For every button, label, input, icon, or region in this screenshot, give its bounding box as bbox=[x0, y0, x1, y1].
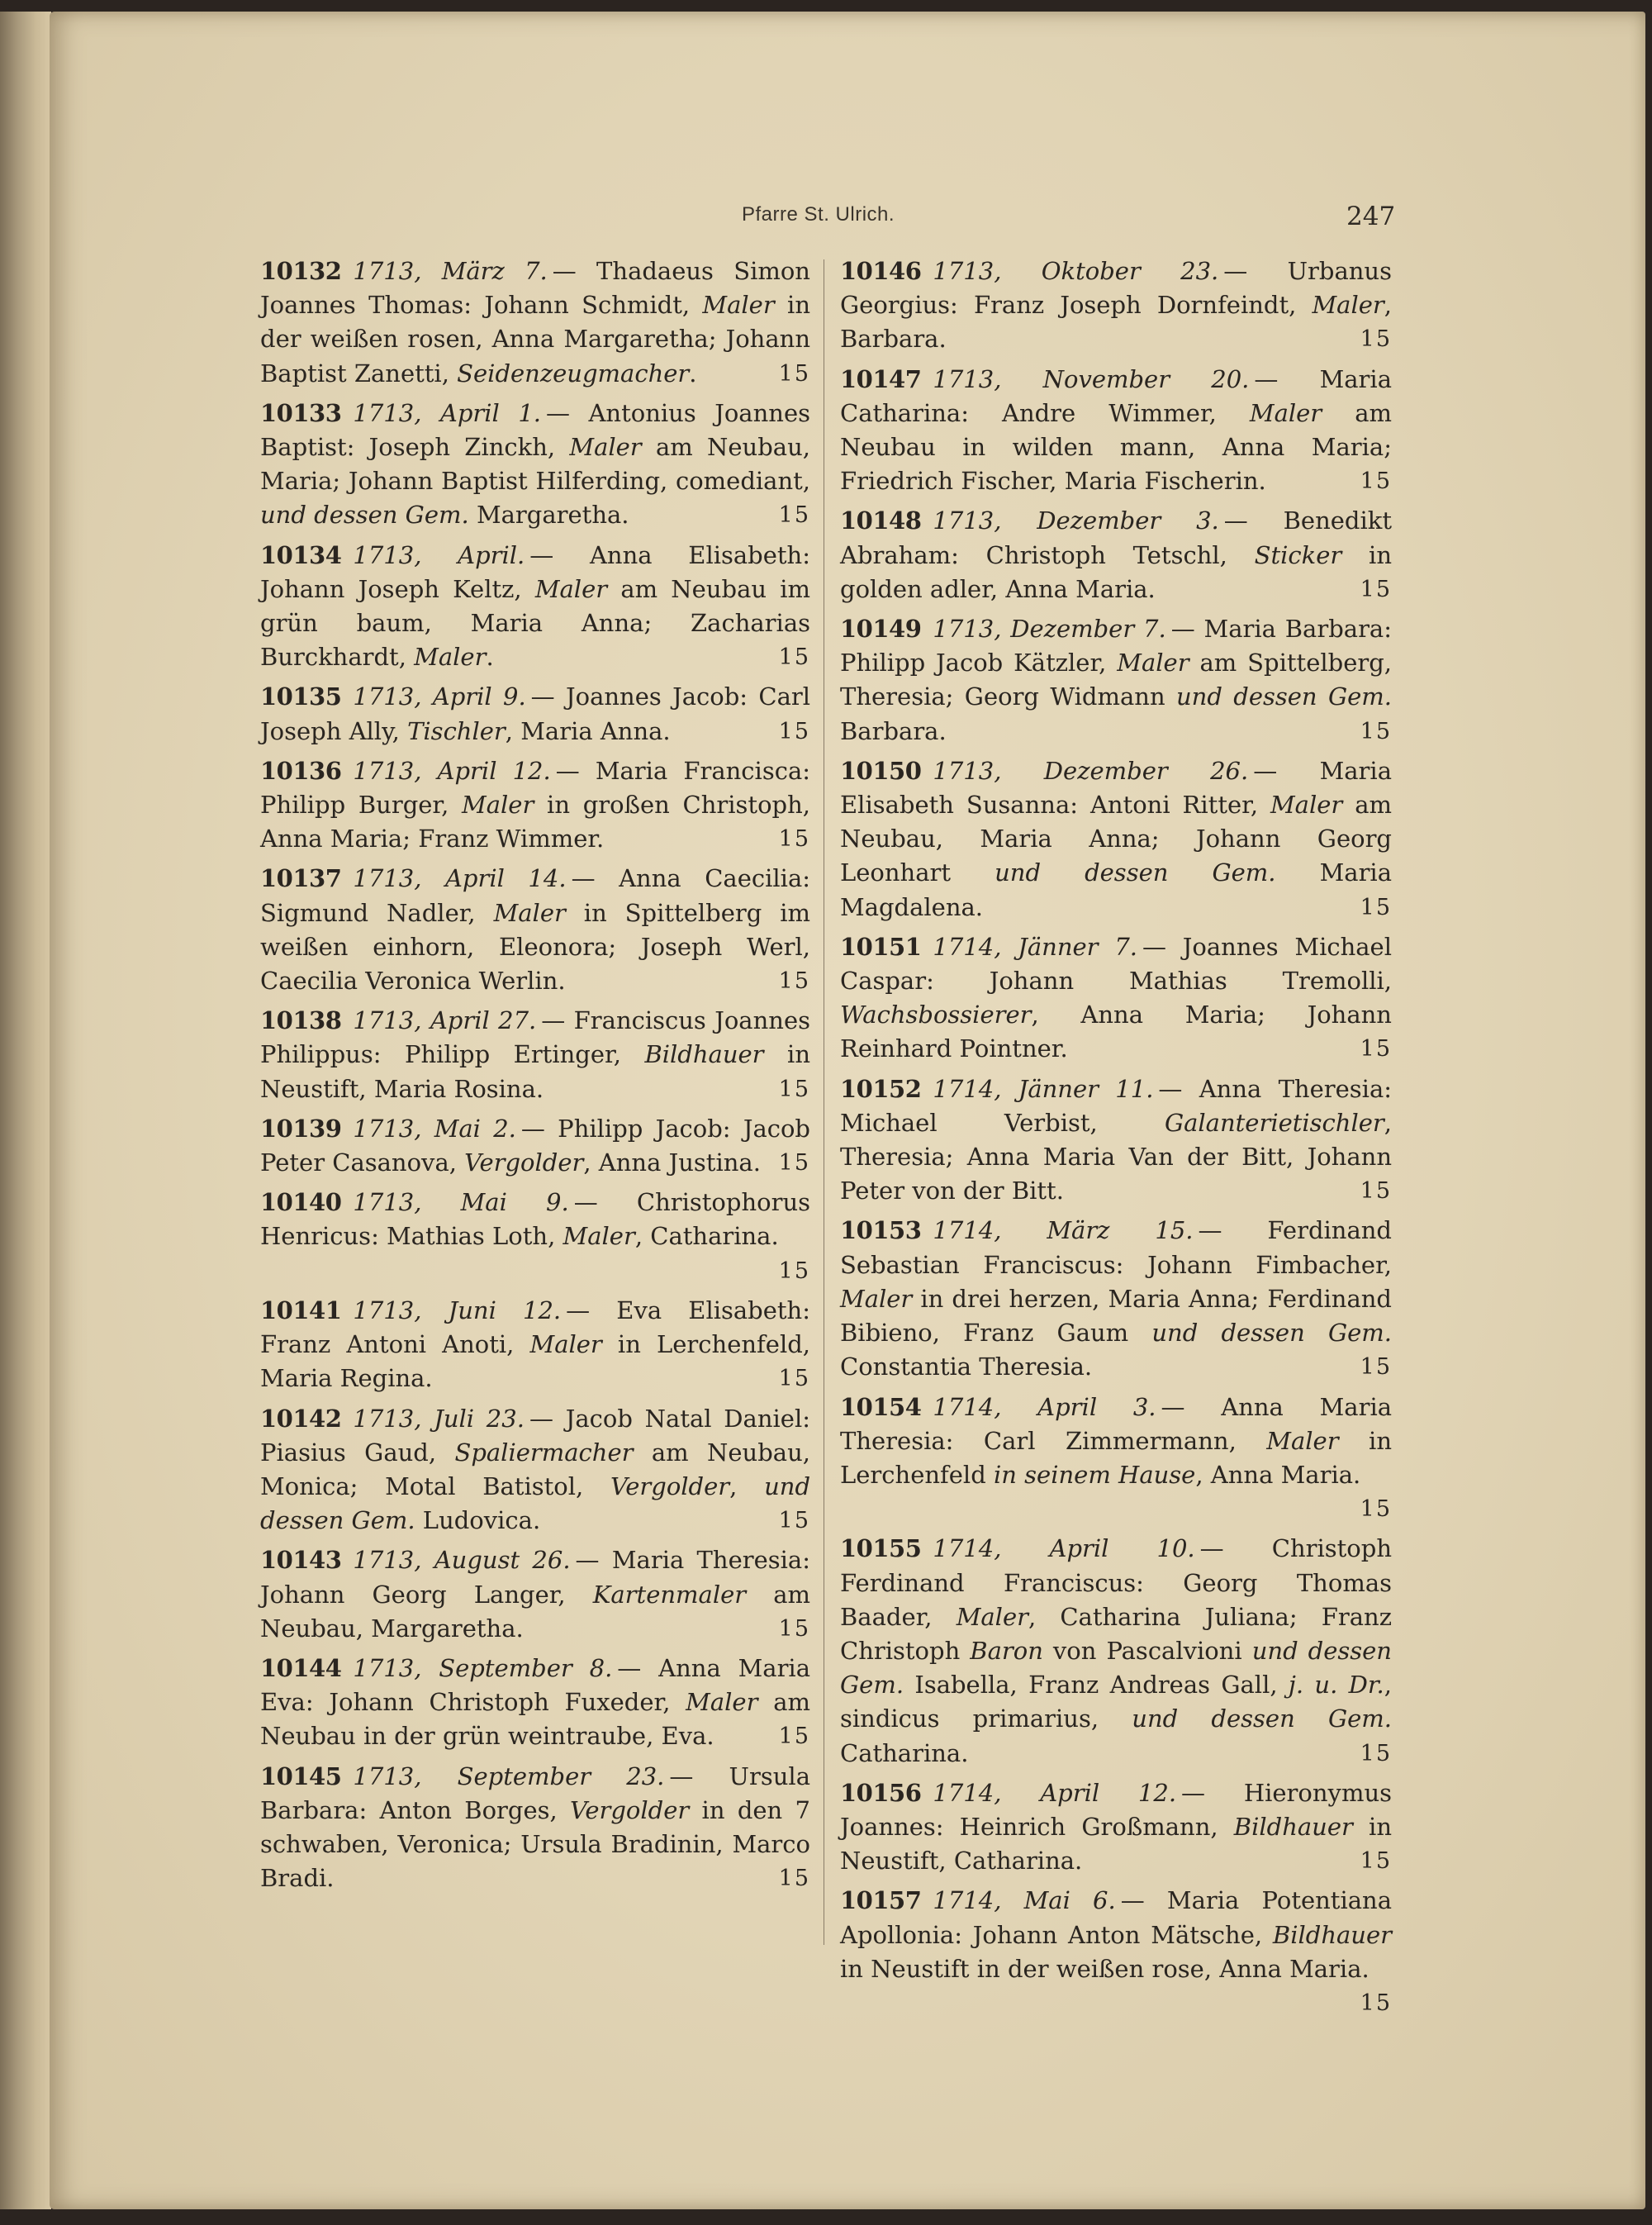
entry-number: 10139 bbox=[260, 1114, 342, 1143]
entry-price: 15 bbox=[1360, 468, 1392, 495]
entry-price: 15 bbox=[1360, 1036, 1392, 1063]
page-header bbox=[0, 203, 1652, 236]
entry-text: — Anna Maria Theresia: Carl Zimmermann, Maler in Lerchenfeld in seinem Hause, Anna Maria. bbox=[840, 1392, 1393, 1489]
entry-price: 15 bbox=[778, 1866, 810, 1892]
entry-text: — Ursula Barbara: Anton Borges, Vergolder in den 7 schwaben, Veronica; Ursula Bradinin, Marco Bradi. bbox=[260, 1761, 810, 1893]
entry-price: 15 bbox=[1360, 1990, 1392, 2016]
register-entry bbox=[840, 363, 1392, 499]
entry-date: 1713, Dezember 7. bbox=[933, 615, 1166, 644]
entry-price: 15 bbox=[778, 644, 810, 671]
entry-price: 15 bbox=[778, 1366, 810, 1392]
entry-number: 10140 bbox=[260, 1188, 342, 1217]
register-entry bbox=[260, 1112, 810, 1180]
book-gutter-edge bbox=[0, 12, 51, 2209]
entry-date: 1714, April 10. bbox=[933, 1534, 1195, 1563]
entry-number: 10147 bbox=[840, 364, 922, 393]
entry-number: 10148 bbox=[840, 506, 922, 535]
entry-price: 15 bbox=[778, 1615, 810, 1642]
entry-text: — Thadaeus Simon Joannes Thomas: Johann Schmidt, Maler in der weißen rosen, Anna Margaretha; Johann Baptist Zanetti, Seidenzeugmacher. bbox=[260, 257, 810, 387]
entry-price: 15 bbox=[1360, 576, 1392, 602]
page-number: 247 bbox=[1346, 202, 1396, 231]
entry-date: 1714, Jänner 11. bbox=[933, 1074, 1154, 1103]
entry-number: 10133 bbox=[260, 398, 342, 427]
right-column bbox=[840, 254, 1392, 2026]
entry-date: 1713, September 8. bbox=[353, 1653, 613, 1682]
entry-text: — Joannes Jacob: Carl Joseph Ally, Tischler, Maria Anna. bbox=[260, 682, 810, 745]
left-column bbox=[260, 254, 810, 1901]
register-entry bbox=[260, 397, 810, 533]
entry-text: — Maria Barbara: Philipp Jacob Kätzler, Maler am Spittelberg, Theresia; Georg Widmann und dessen Gem. Barbara. bbox=[840, 615, 1393, 745]
entry-text: — Ferdinand Sebastian Franciscus: Johann Fimbacher, Maler in drei herzen, Maria Anna; Ferdinand Bibieno, Franz Gaum und dessen Gem. Constantia Theresia. bbox=[840, 1216, 1392, 1381]
entry-number: 10149 bbox=[840, 615, 922, 644]
register-entry bbox=[260, 539, 810, 675]
entry-number: 10136 bbox=[260, 756, 342, 785]
entry-number: 10155 bbox=[840, 1534, 922, 1563]
entry-number: 10146 bbox=[840, 257, 922, 285]
entry-text: — Maria Francisca: Philipp Burger, Maler in großen Christoph, Anna Maria; Franz Wimmer. bbox=[260, 756, 810, 853]
entry-date: 1714, April 12. bbox=[933, 1778, 1177, 1807]
entry-text: — Eva Elisabeth: Franz Antoni Anoti, Maler in Lerchenfeld, Maria Regina. bbox=[260, 1296, 811, 1393]
entry-price: 15 bbox=[1360, 1178, 1392, 1205]
entry-text: — Antonius Joannes Baptist: Joseph Zinckh, Maler am Neubau, Maria; Johann Baptist Hilferding, comediant, und dessen Gem. Margaretha. bbox=[260, 398, 810, 530]
entry-date: 1713, Juni 12. bbox=[353, 1296, 562, 1324]
entry-price: 15 bbox=[778, 502, 810, 529]
entry-date: 1714, März 15. bbox=[933, 1216, 1194, 1245]
register-entry bbox=[840, 1532, 1392, 1770]
entry-number: 10157 bbox=[840, 1886, 922, 1915]
entry-price: 15 bbox=[778, 826, 810, 853]
entry-price: 15 bbox=[778, 1076, 810, 1102]
entry-text: — Urbanus Georgius: Franz Joseph Dornfeindt, Maler, Barbara. bbox=[840, 257, 1392, 354]
register-entry bbox=[260, 1294, 810, 1396]
entry-date: 1713, Juli 23. bbox=[353, 1404, 525, 1433]
register-entry bbox=[260, 1402, 810, 1538]
entry-date: 1714, Mai 6. bbox=[933, 1886, 1116, 1915]
entry-date: 1713, April 9. bbox=[353, 682, 526, 711]
running-title: Pfarre St. Ulrich. bbox=[742, 203, 895, 226]
entry-text: — Anna Caecilia: Sigmund Nadler, Maler in Spittelberg im weißen einhorn, Eleonora; Joseph Werl, Caecilia Veronica Werlin. bbox=[260, 864, 811, 996]
entry-date: 1713, Oktober 23. bbox=[933, 257, 1219, 285]
entry-text: — Philipp Jacob: Jacob Peter Casanova, Vergolder, Anna Justina. bbox=[260, 1114, 810, 1177]
entry-price: 15 bbox=[778, 1150, 810, 1177]
entry-price: 15 bbox=[1360, 1496, 1392, 1523]
register-entry bbox=[840, 254, 1392, 357]
entry-number: 10150 bbox=[840, 756, 922, 785]
entry-text: — Maria Theresia: Johann Georg Langer, Kartenmaler am Neubau, Margaretha. bbox=[260, 1546, 810, 1643]
entry-text: — Maria Potentiana Apollonia: Johann Anton Mätsche, Bildhauer in Neustift in der weißen rose, Anna Maria. bbox=[840, 1886, 1392, 1983]
entry-number: 10132 bbox=[260, 257, 342, 285]
entry-date: 1713, November 20. bbox=[933, 364, 1250, 393]
register-entry bbox=[840, 754, 1392, 925]
entry-price: 15 bbox=[778, 1723, 810, 1750]
entry-number: 10141 bbox=[260, 1296, 342, 1324]
entry-date: 1714, Jänner 7. bbox=[933, 932, 1137, 961]
entry-price: 15 bbox=[778, 968, 810, 995]
register-entry bbox=[260, 1543, 810, 1646]
register-entry bbox=[260, 680, 810, 748]
entry-price: 15 bbox=[778, 1508, 810, 1534]
entry-date: 1713, September 23. bbox=[353, 1761, 665, 1790]
register-entry bbox=[260, 1186, 810, 1288]
entry-date: 1713, Mai 2. bbox=[353, 1114, 516, 1143]
entry-number: 10153 bbox=[840, 1216, 922, 1245]
register-entry bbox=[260, 1004, 810, 1106]
entry-text: — Franciscus Joannes Philippus: Philipp Ertinger, Bildhauer in Neustift, Maria Rosina. bbox=[260, 1006, 811, 1103]
register-entry bbox=[260, 754, 810, 857]
entry-number: 10137 bbox=[260, 864, 342, 893]
entry-price: 15 bbox=[1360, 1848, 1392, 1875]
entry-price: 15 bbox=[1360, 718, 1392, 744]
entry-number: 10143 bbox=[260, 1546, 342, 1575]
entry-price: 15 bbox=[1360, 1354, 1392, 1381]
entry-text: — Anna Maria Eva: Johann Christoph Fuxeder, Maler am Neubau in der grün weintraube, Eva. bbox=[260, 1653, 810, 1751]
entry-price: 15 bbox=[778, 1258, 810, 1284]
entry-text: — Christoph Ferdinand Franciscus: Georg Thomas Baader, Maler, Catharina Juliana; Franz Christoph Baron von Pascalvioni und dessen Gem. Isabella, Franz Andreas Gall, j. u. Dr., sindicus primarius, und dessen Gem. Catharina. bbox=[840, 1534, 1393, 1767]
entry-date: 1713, April. bbox=[353, 540, 525, 569]
entry-number: 10151 bbox=[840, 932, 922, 961]
register-entry bbox=[840, 1884, 1392, 2020]
entry-number: 10135 bbox=[260, 682, 342, 711]
entry-number: 10154 bbox=[840, 1392, 922, 1421]
entry-number: 10152 bbox=[840, 1074, 922, 1103]
entry-text: — Anna Theresia: Michael Verbist, Galanterietischler, Theresia; Anna Maria Van der Bitt, Johann Peter von der Bitt. bbox=[840, 1074, 1393, 1205]
entry-date: 1713, April 14. bbox=[353, 864, 567, 893]
entry-text: — Maria Catharina: Andre Wimmer, Maler am Neubau in wilden mann, Anna Maria; Friedrich Fischer, Maria Fischerin. bbox=[840, 364, 1392, 496]
entry-date: 1713, April 12. bbox=[353, 756, 551, 785]
entry-number: 10145 bbox=[260, 1761, 342, 1790]
entry-price: 15 bbox=[778, 718, 810, 744]
register-entry bbox=[260, 1652, 810, 1754]
entry-text: — Joannes Michael Caspar: Johann Mathias Tremolli, Wachsbossierer, Anna Maria; Johann Reinhard Pointner. bbox=[840, 932, 1392, 1063]
entry-date: 1713, August 26. bbox=[353, 1546, 571, 1575]
register-entry bbox=[840, 1072, 1392, 1209]
register-entry bbox=[840, 612, 1392, 749]
entry-price: 15 bbox=[1360, 326, 1392, 353]
entry-date: 1714, April 3. bbox=[933, 1392, 1156, 1421]
register-entry bbox=[260, 254, 810, 391]
register-entry bbox=[840, 930, 1392, 1067]
entry-date: 1713, April 1. bbox=[353, 398, 541, 427]
entry-price: 15 bbox=[1360, 894, 1392, 920]
entry-date: 1713, März 7. bbox=[353, 257, 548, 285]
entry-price: 15 bbox=[1360, 1740, 1392, 1766]
register-entry bbox=[260, 862, 810, 998]
entry-number: 10142 bbox=[260, 1404, 342, 1433]
entry-text: — Anna Elisabeth: Johann Joseph Keltz, Maler am Neubau im grün baum, Maria Anna; Zacharias Burckhardt, Maler. bbox=[260, 540, 811, 672]
entry-number: 10134 bbox=[260, 540, 342, 569]
register-entry bbox=[840, 1391, 1392, 1527]
register-entry bbox=[840, 1214, 1392, 1384]
entry-number: 10156 bbox=[840, 1778, 922, 1807]
entry-number: 10138 bbox=[260, 1006, 342, 1035]
entry-text: — Jacob Natal Daniel: Piasius Gaud, Spaliermacher am Neubau, Monica; Motal Batistol, Vergolder, und dessen Gem. Ludovica. bbox=[260, 1404, 811, 1535]
entry-date: 1713, Dezember 26. bbox=[933, 756, 1249, 785]
entry-text: — Maria Elisabeth Susanna: Antoni Ritter, Maler am Neubau, Maria Anna; Johann Georg Leonhart und dessen Gem. Maria Magdalena. bbox=[840, 756, 1392, 921]
entry-date: 1713, April 27. bbox=[353, 1006, 537, 1035]
entry-text: — Christophorus Henricus: Mathias Loth, Maler, Catharina. bbox=[260, 1188, 810, 1251]
register-entry bbox=[840, 504, 1392, 606]
entry-date: 1713, Dezember 3. bbox=[933, 506, 1219, 535]
entry-text: — Hieronymus Joannes: Heinrich Großmann, Bildhauer in Neustift, Catharina. bbox=[840, 1778, 1393, 1876]
entry-price: 15 bbox=[778, 360, 810, 387]
entry-text: — Benedikt Abraham: Christoph Tetschl, Sticker in golden adler, Anna Maria. bbox=[840, 506, 1392, 603]
register-entry bbox=[260, 1760, 810, 1896]
register-entry bbox=[840, 1776, 1392, 1879]
entry-date: 1713, Mai 9. bbox=[353, 1188, 569, 1217]
entry-number: 10144 bbox=[260, 1653, 342, 1682]
